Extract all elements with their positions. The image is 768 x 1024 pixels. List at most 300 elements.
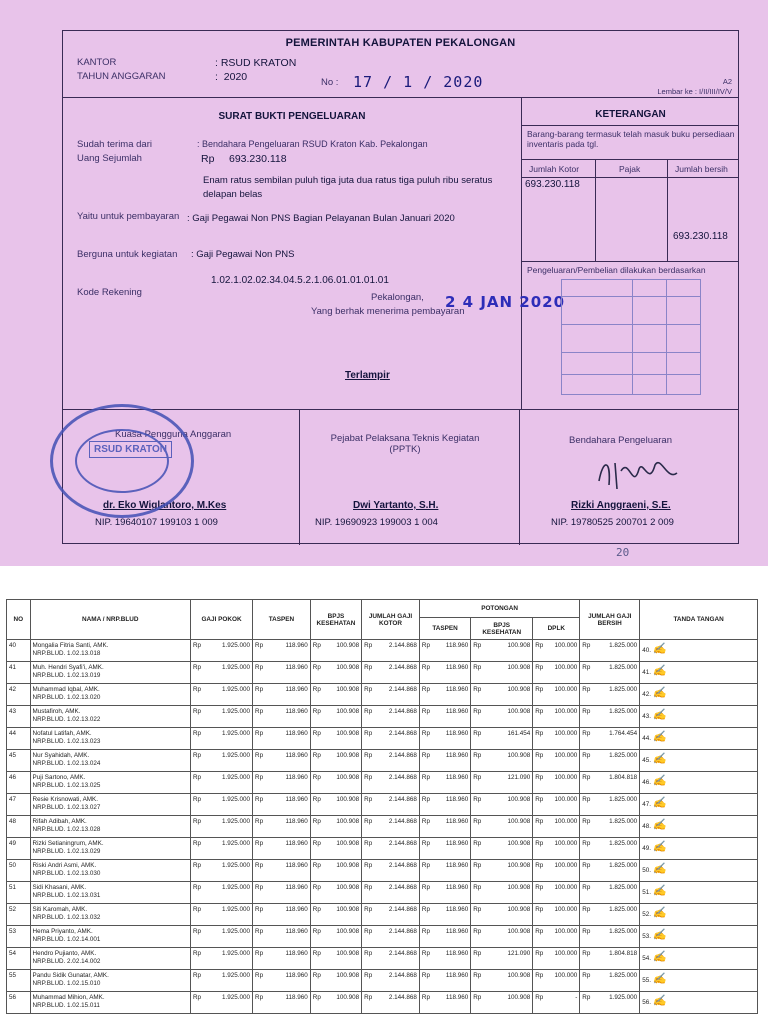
currency-symbol: Rp: [310, 794, 323, 816]
row-number: 56: [7, 992, 31, 1014]
currency-symbol: Rp: [362, 992, 375, 1014]
row-number: 50: [7, 860, 31, 882]
currency-symbol: Rp: [190, 838, 203, 860]
signatory-2-role: Pejabat Pelaksana Teknis Kegiatan (PPTK): [330, 433, 480, 455]
currency-symbol: Rp: [253, 750, 266, 772]
currency-symbol: Rp: [190, 750, 203, 772]
currency-symbol: Rp: [533, 948, 546, 970]
currency-symbol: Rp: [580, 640, 593, 662]
signature-scribble: ✍: [652, 686, 667, 699]
amount-kotor: 2.144.868: [374, 948, 419, 970]
currency-symbol: Rp: [253, 948, 266, 970]
currency-symbol: Rp: [253, 926, 266, 948]
signature-scribble: ✍: [652, 906, 667, 919]
currency-symbol: Rp: [190, 926, 203, 948]
remarks-note: Barang-barang termasuk telah masuk buku persediaan inventaris pada tgl.: [527, 129, 735, 149]
procurement-note: Pengeluaran/Pembelian dilakukan berdasarkan: [527, 265, 706, 275]
amount-dplk: 100.000: [546, 926, 580, 948]
currency-symbol: Rp: [253, 684, 266, 706]
amount-pbpjs: 100.908: [484, 794, 533, 816]
amount-kotor: 2.144.868: [374, 970, 419, 992]
currency-symbol: Rp: [310, 838, 323, 860]
amount-pbpjs: 100.908: [484, 860, 533, 882]
amount-tas: 118.960: [265, 794, 310, 816]
treasurer-signature: [593, 451, 683, 495]
currency-symbol: Rp: [419, 750, 432, 772]
amount-value: 693.230.118: [229, 153, 287, 165]
amount-gp: 1.925.000: [203, 640, 252, 662]
currency-symbol: Rp: [310, 816, 323, 838]
document-code: A2: [722, 77, 732, 86]
currency-symbol: Rp: [310, 662, 323, 684]
amount-gp: 1.925.000: [203, 816, 252, 838]
net-amount-header: Jumlah bersih: [675, 164, 728, 174]
currency-symbol: Rp: [533, 970, 546, 992]
currency-symbol: Rp: [533, 904, 546, 926]
col-deduct-bpjs: BPJS KESEHATAN: [471, 618, 533, 640]
currency-symbol: Rp: [253, 992, 266, 1014]
currency-symbol: Rp: [419, 640, 432, 662]
row-number: 42: [7, 684, 31, 706]
currency-symbol: Rp: [471, 772, 484, 794]
currency-symbol: Rp: [310, 640, 323, 662]
signature-number: 46.: [642, 779, 651, 786]
amount-label: Uang Sejumlah: [77, 153, 142, 164]
signatory-2-nip: NIP. 19690923 199003 1 004: [315, 517, 438, 528]
employee-nrp: NRP.BLUD. 1.02.13.019: [32, 672, 101, 679]
currency-symbol: Rp: [533, 838, 546, 860]
currency-symbol: Rp: [471, 640, 484, 662]
employee-nrp: NRP.BLUD. 1.02.13.018: [32, 650, 101, 657]
amount-bpjs: 100.908: [323, 750, 362, 772]
amount-gp: 1.925.000: [203, 728, 252, 750]
row-number: 52: [7, 904, 31, 926]
currency-symbol: Rp: [471, 970, 484, 992]
employee-nrp: NRP.BLUD. 1.02.13.030: [32, 870, 101, 877]
currency-symbol: Rp: [580, 794, 593, 816]
currency-symbol: Rp: [580, 662, 593, 684]
employee-name: Mustafiroh, AMK.: [32, 708, 81, 715]
purpose-value: : Gaji Pegawai Non PNS Bagian Pelayanan Bulan Januari 2020: [187, 213, 455, 224]
amount-dplk: 100.000: [546, 728, 580, 750]
employee-nrp: NRP.BLUD. 1.02.15.011: [32, 1002, 100, 1009]
amount-bpjs: 100.908: [323, 926, 362, 948]
signatory-1-role: Kuasa Pengguna Anggaran: [115, 429, 232, 440]
employee-nrp: NRP.BLUD. 1.02.13.024: [32, 760, 101, 767]
currency-symbol: Rp: [362, 970, 375, 992]
document-number: 17 / 1 / 2020: [353, 73, 484, 91]
amount-tas: 118.960: [265, 662, 310, 684]
employee-name: Hema Priyanto, AMK.: [32, 928, 93, 935]
amount-gp: 1.925.000: [203, 750, 252, 772]
currency-symbol: Rp: [362, 838, 375, 860]
amount-pbpjs: 100.908: [484, 640, 533, 662]
signature-number: 52.: [642, 911, 651, 918]
date-stamp: 2 4 JAN 2020: [445, 293, 566, 311]
currency-symbol: Rp: [253, 970, 266, 992]
signature-number: 43.: [642, 713, 651, 720]
employee-nrp: NRP.BLUD. 1.02.13.031: [32, 892, 101, 899]
employee-cell: [30, 684, 190, 706]
purpose-label: Yaitu untuk pembayaran: [77, 211, 180, 222]
amount-pbpjs: 100.908: [484, 882, 533, 904]
currency-symbol: Rp: [533, 640, 546, 662]
amount-pbpjs: 100.908: [484, 992, 533, 1014]
amount-pbpjs: 161.454: [484, 728, 533, 750]
currency-symbol: Rp: [190, 904, 203, 926]
signature-scribble: ✍: [652, 730, 667, 743]
currency-symbol: Rp: [310, 772, 323, 794]
employee-nrp: NRP.BLUD. 1.02.13.022: [32, 716, 101, 723]
amount-gp: 1.925.000: [203, 926, 252, 948]
employee-cell: [30, 838, 190, 860]
col-gross: JUMLAH GAJI KOTOR: [362, 600, 420, 640]
amount-dplk: 100.000: [546, 684, 580, 706]
currency-symbol: Rp: [419, 816, 432, 838]
signature-scribble: ✍: [652, 818, 667, 831]
amount-tas: 118.960: [265, 772, 310, 794]
signature-cell: [640, 750, 758, 772]
employee-nrp: NRP.BLUD. 1.02.13.032: [32, 914, 101, 921]
expenditure-receipt: PEMERINTAH KABUPATEN PEKALONGAN KANTOR : RSUD KRATON TAHUN ANGGARAN : 2020 No : 17 / 1 / 2020 A2 Lembar ke : I/II/III/IV/V SURAT BUKTI PENGELUARAN Sudah terima dari : Bendahara Pengeluaran RSUD Kraton Kab. Pekalongan Uang Sejumlah Rp 693.230.118 Enam ratus sembilan puluh tiga juta dua ratus tiga puluh ribu seratus delapan belas Yaitu untuk pembayaran : Gaji Pegawai Non PNS Bagian Pelayanan Bulan Januari 2020 Berguna untuk kegiatan : Gaji Pegawai Non PNS Kode Rekening 1.02.1.02.02.34.04.5.2.1.06.01.01.01.01 Pekalongan, 2 4 JAN 2020 Yang berhak menerima pembayaran Terlampir KETERANGAN Barang-barang termasuk telah masuk buku persediaan inventaris pada tgl. Jumlah Kotor Pajak Jumlah bersih 693.230.118 693.230.118 Pengeluaran/Pembelian dilakukan berdasarkan Kuasa Pengguna Anggaran dr. Eko Wiglantoro, M.Kes NIP. 19640107 199103 1 009 Pejabat Pelaksana Teknis Kegiatan (PPTK) Dwi Yartanto, S.H. NIP. 19690923 199003 1 004 Bendahara Pengeluaran Rizki Anggraeni, S.E. NIP. 19780525 200701 2 009: [62, 30, 739, 544]
signature-number: 50.: [642, 867, 651, 874]
amount-dplk: 100.000: [546, 970, 580, 992]
signature-scribble: ✍: [652, 862, 667, 875]
amount-ptas: 118.960: [432, 838, 471, 860]
amount-kotor: 2.144.868: [374, 860, 419, 882]
amount-bersih: 1.825.000: [593, 926, 640, 948]
row-number: 53: [7, 926, 31, 948]
currency-symbol: Rp: [419, 926, 432, 948]
currency-symbol: Rp: [253, 640, 266, 662]
table-row: [7, 838, 758, 860]
signature-number: 48.: [642, 823, 651, 830]
amount-pbpjs: 121.090: [484, 948, 533, 970]
employee-cell: [30, 728, 190, 750]
employee-cell: [30, 926, 190, 948]
employee-name: Nofatul Latifah, AMK.: [32, 730, 92, 737]
office-value: : RSUD KRATON: [215, 57, 297, 69]
currency-symbol: Rp: [533, 860, 546, 882]
amount-bersih: 1.825.000: [593, 706, 640, 728]
table-row: [7, 728, 758, 750]
currency-symbol: Rp: [471, 706, 484, 728]
tax-header: Pajak: [619, 164, 641, 174]
employee-cell: [30, 882, 190, 904]
currency-symbol: Rp: [419, 970, 432, 992]
signature-scribble: ✍: [652, 884, 667, 897]
currency-symbol: Rp: [362, 750, 375, 772]
currency-symbol: Rp: [253, 662, 266, 684]
currency-symbol: Rp: [419, 838, 432, 860]
col-net: JUMLAH GAJI BERSIH: [580, 600, 640, 640]
employee-cell: [30, 992, 190, 1014]
gross-amount-header: Jumlah Kotor: [529, 164, 580, 174]
amount-ptas: 118.960: [432, 728, 471, 750]
amount-dplk: 100.000: [546, 662, 580, 684]
currency-symbol: Rp: [362, 882, 375, 904]
employee-cell: [30, 948, 190, 970]
government-header: PEMERINTAH KABUPATEN PEKALONGAN: [285, 37, 516, 49]
activity-value: : Gaji Pegawai Non PNS: [191, 249, 295, 260]
currency-symbol: Rp: [253, 860, 266, 882]
signature-number: 40.: [642, 647, 651, 654]
currency-symbol: Rp: [362, 816, 375, 838]
activity-label: Berguna untuk kegiatan: [77, 249, 178, 260]
amount-bersih: 1.825.000: [593, 838, 640, 860]
amount-dplk: 100.000: [546, 904, 580, 926]
amount-gp: 1.925.000: [203, 860, 252, 882]
amount-gp: 1.925.000: [203, 882, 252, 904]
signature-cell: [640, 662, 758, 684]
amount-gp: 1.925.000: [203, 794, 252, 816]
col-signature: TANDA TANGAN: [640, 600, 758, 640]
signature-scribble: ✍: [652, 796, 667, 809]
signature-number: 45.: [642, 757, 651, 764]
amount-pbpjs: 100.908: [484, 838, 533, 860]
employee-cell: [30, 706, 190, 728]
amount-bersih: 1.804.818: [593, 772, 640, 794]
recipient-label: Yang berhak menerima pembayaran: [311, 306, 465, 317]
signatory-3-nip: NIP. 19780525 200701 2 009: [551, 517, 674, 528]
amount-currency: Rp: [201, 153, 215, 165]
employee-nrp: NRP.BLUD. 1.02.13.025: [32, 782, 101, 789]
currency-symbol: Rp: [419, 860, 432, 882]
amount-dplk: 100.000: [546, 948, 580, 970]
amount-tas: 118.960: [265, 684, 310, 706]
currency-symbol: Rp: [253, 816, 266, 838]
place-label: Pekalongan,: [371, 292, 424, 303]
amount-dplk: 100.000: [546, 838, 580, 860]
table-row: [7, 860, 758, 882]
currency-symbol: Rp: [362, 904, 375, 926]
currency-symbol: Rp: [533, 794, 546, 816]
signature-scribble: ✍: [652, 752, 667, 765]
amount-gp: 1.925.000: [203, 706, 252, 728]
currency-symbol: Rp: [362, 684, 375, 706]
currency-symbol: Rp: [580, 860, 593, 882]
amount-ptas: 118.960: [432, 750, 471, 772]
amount-ptas: 118.960: [432, 860, 471, 882]
received-from-value: : Bendahara Pengeluaran RSUD Kraton Kab. Pekalongan: [197, 139, 428, 149]
seal-label: RSUD KRATON: [89, 441, 172, 458]
currency-symbol: Rp: [419, 904, 432, 926]
employee-name: Mongalia Fitria Santi, AMK.: [32, 642, 109, 649]
currency-symbol: Rp: [310, 904, 323, 926]
employee-name: Riski Andri Asmi, AMK.: [32, 862, 97, 869]
amount-pbpjs: 100.908: [484, 706, 533, 728]
currency-symbol: Rp: [253, 904, 266, 926]
currency-symbol: Rp: [310, 948, 323, 970]
amount-ptas: 118.960: [432, 992, 471, 1014]
currency-symbol: Rp: [253, 882, 266, 904]
amount-ptas: 118.960: [432, 794, 471, 816]
employee-cell: [30, 860, 190, 882]
currency-symbol: Rp: [580, 772, 593, 794]
row-number: 49: [7, 838, 31, 860]
amount-bersih: 1.925.000: [593, 992, 640, 1014]
currency-symbol: Rp: [419, 948, 432, 970]
col-deduct-dplk: DPLK: [533, 618, 580, 640]
currency-symbol: Rp: [310, 926, 323, 948]
amount-dplk: 100.000: [546, 882, 580, 904]
amount-pbpjs: 100.908: [484, 684, 533, 706]
amount-tas: 118.960: [265, 750, 310, 772]
amount-bersih: 1.764.454: [593, 728, 640, 750]
col-deductions: POTONGAN: [419, 600, 579, 618]
amount-pbpjs: 121.090: [484, 772, 533, 794]
currency-symbol: Rp: [190, 992, 203, 1014]
employee-name: Sidi Khasani, AMK.: [32, 884, 87, 891]
employee-nrp: NRP.BLUD. 2.02.14.002: [32, 958, 101, 965]
currency-symbol: Rp: [580, 992, 593, 1014]
amount-dplk: 100.000: [546, 640, 580, 662]
amount-ptas: 118.960: [432, 882, 471, 904]
signature-scribble: ✍: [652, 840, 667, 853]
inventory-stamp: [561, 279, 701, 395]
currency-symbol: Rp: [310, 992, 323, 1014]
signature-cell: [640, 684, 758, 706]
amount-tas: 118.960: [265, 728, 310, 750]
signature-cell: [640, 992, 758, 1014]
currency-symbol: Rp: [310, 706, 323, 728]
signature-number: 55.: [642, 977, 651, 984]
amount-bpjs: 100.908: [323, 772, 362, 794]
amount-kotor: 2.144.868: [374, 926, 419, 948]
table-row: [7, 926, 758, 948]
payroll-table: [6, 599, 758, 1014]
signature-cell: [640, 970, 758, 992]
currency-symbol: Rp: [533, 772, 546, 794]
table-row: [7, 970, 758, 992]
amount-ptas: 118.960: [432, 926, 471, 948]
table-row: [7, 750, 758, 772]
currency-symbol: Rp: [471, 816, 484, 838]
amount-kotor: 2.144.868: [374, 684, 419, 706]
signatory-2-name: Dwi Yartanto, S.H.: [353, 500, 439, 511]
amount-dplk: 100.000: [546, 816, 580, 838]
amount-bersih: 1.825.000: [593, 640, 640, 662]
table-row: [7, 992, 758, 1014]
employee-name: Rizki Setianingrum, AMK.: [32, 840, 104, 847]
signature-scribble: ✍: [652, 664, 667, 677]
currency-symbol: Rp: [253, 706, 266, 728]
employee-name: Resie Krisnowati, AMK.: [32, 796, 98, 803]
currency-symbol: Rp: [190, 816, 203, 838]
employee-cell: [30, 816, 190, 838]
account-code-label: Kode Rekening: [77, 287, 142, 298]
currency-symbol: Rp: [362, 926, 375, 948]
amount-tas: 118.960: [265, 970, 310, 992]
amount-pbpjs: 100.908: [484, 926, 533, 948]
amount-dplk: 100.000: [546, 860, 580, 882]
payroll-sheet: [6, 599, 758, 1024]
currency-symbol: Rp: [471, 926, 484, 948]
currency-symbol: Rp: [471, 992, 484, 1014]
currency-symbol: Rp: [310, 882, 323, 904]
amount-bersih: 1.825.000: [593, 662, 640, 684]
currency-symbol: Rp: [533, 684, 546, 706]
row-number: 44: [7, 728, 31, 750]
amount-tas: 118.960: [265, 838, 310, 860]
amount-bpjs: 100.908: [323, 838, 362, 860]
table-row: [7, 662, 758, 684]
signature-number: 56.: [642, 999, 651, 1006]
amount-dplk: -: [546, 992, 580, 1014]
employee-name: Muhammad Iqbal, AMK.: [32, 686, 100, 693]
col-deduct-taspen: TASPEN: [419, 618, 470, 640]
amount-tas: 118.960: [265, 992, 310, 1014]
amount-ptas: 118.960: [432, 904, 471, 926]
amount-tas: 118.960: [265, 816, 310, 838]
amount-bpjs: 100.908: [323, 794, 362, 816]
office-label: KANTOR: [77, 57, 117, 68]
currency-symbol: Rp: [471, 662, 484, 684]
table-row: [7, 904, 758, 926]
amount-bpjs: 100.908: [323, 728, 362, 750]
currency-symbol: Rp: [362, 772, 375, 794]
employee-name: Hendro Pujianto, AMK.: [32, 950, 97, 957]
currency-symbol: Rp: [471, 948, 484, 970]
employee-nrp: NRP.BLUD. 1.02.13.023: [32, 738, 101, 745]
currency-symbol: Rp: [533, 728, 546, 750]
attached-note: Terlampir: [345, 370, 390, 381]
currency-symbol: Rp: [362, 948, 375, 970]
currency-symbol: Rp: [362, 728, 375, 750]
row-number: 48: [7, 816, 31, 838]
currency-symbol: Rp: [419, 992, 432, 1014]
row-number: 40: [7, 640, 31, 662]
amount-pbpjs: 100.908: [484, 816, 533, 838]
currency-symbol: Rp: [471, 882, 484, 904]
signatory-1-nip: NIP. 19640107 199103 1 009: [95, 517, 218, 528]
footer-handwritten-note: 20: [616, 546, 630, 559]
signature-scribble: ✍: [652, 972, 667, 985]
currency-symbol: Rp: [471, 728, 484, 750]
amount-ptas: 118.960: [432, 640, 471, 662]
signatory-3-role: Bendahara Pengeluaran: [569, 435, 673, 446]
currency-symbol: Rp: [580, 948, 593, 970]
table-row: [7, 684, 758, 706]
currency-symbol: Rp: [580, 728, 593, 750]
amount-tas: 118.960: [265, 640, 310, 662]
signature-number: 49.: [642, 845, 651, 852]
amount-kotor: 2.144.868: [374, 640, 419, 662]
currency-symbol: Rp: [419, 684, 432, 706]
currency-symbol: Rp: [253, 728, 266, 750]
signature-cell: [640, 728, 758, 750]
amount-pbpjs: 100.908: [484, 750, 533, 772]
col-base-salary: GAJI POKOK: [190, 600, 252, 640]
currency-symbol: Rp: [362, 640, 375, 662]
signature-cell: [640, 948, 758, 970]
amount-dplk: 100.000: [546, 750, 580, 772]
amount-tas: 118.960: [265, 860, 310, 882]
amount-ptas: 118.960: [432, 684, 471, 706]
employee-cell: [30, 662, 190, 684]
employee-name: Muh. Hendri Syafi'i, AMK.: [32, 664, 104, 671]
currency-symbol: Rp: [253, 838, 266, 860]
amount-bpjs: 100.908: [323, 640, 362, 662]
currency-symbol: Rp: [362, 706, 375, 728]
amount-tas: 118.960: [265, 882, 310, 904]
currency-symbol: Rp: [533, 706, 546, 728]
budget-year-label: TAHUN ANGGARAN: [77, 71, 166, 82]
employee-nrp: NRP.BLUD. 1.02.13.027: [32, 804, 101, 811]
currency-symbol: Rp: [190, 684, 203, 706]
amount-ptas: 118.960: [432, 970, 471, 992]
currency-symbol: Rp: [580, 706, 593, 728]
